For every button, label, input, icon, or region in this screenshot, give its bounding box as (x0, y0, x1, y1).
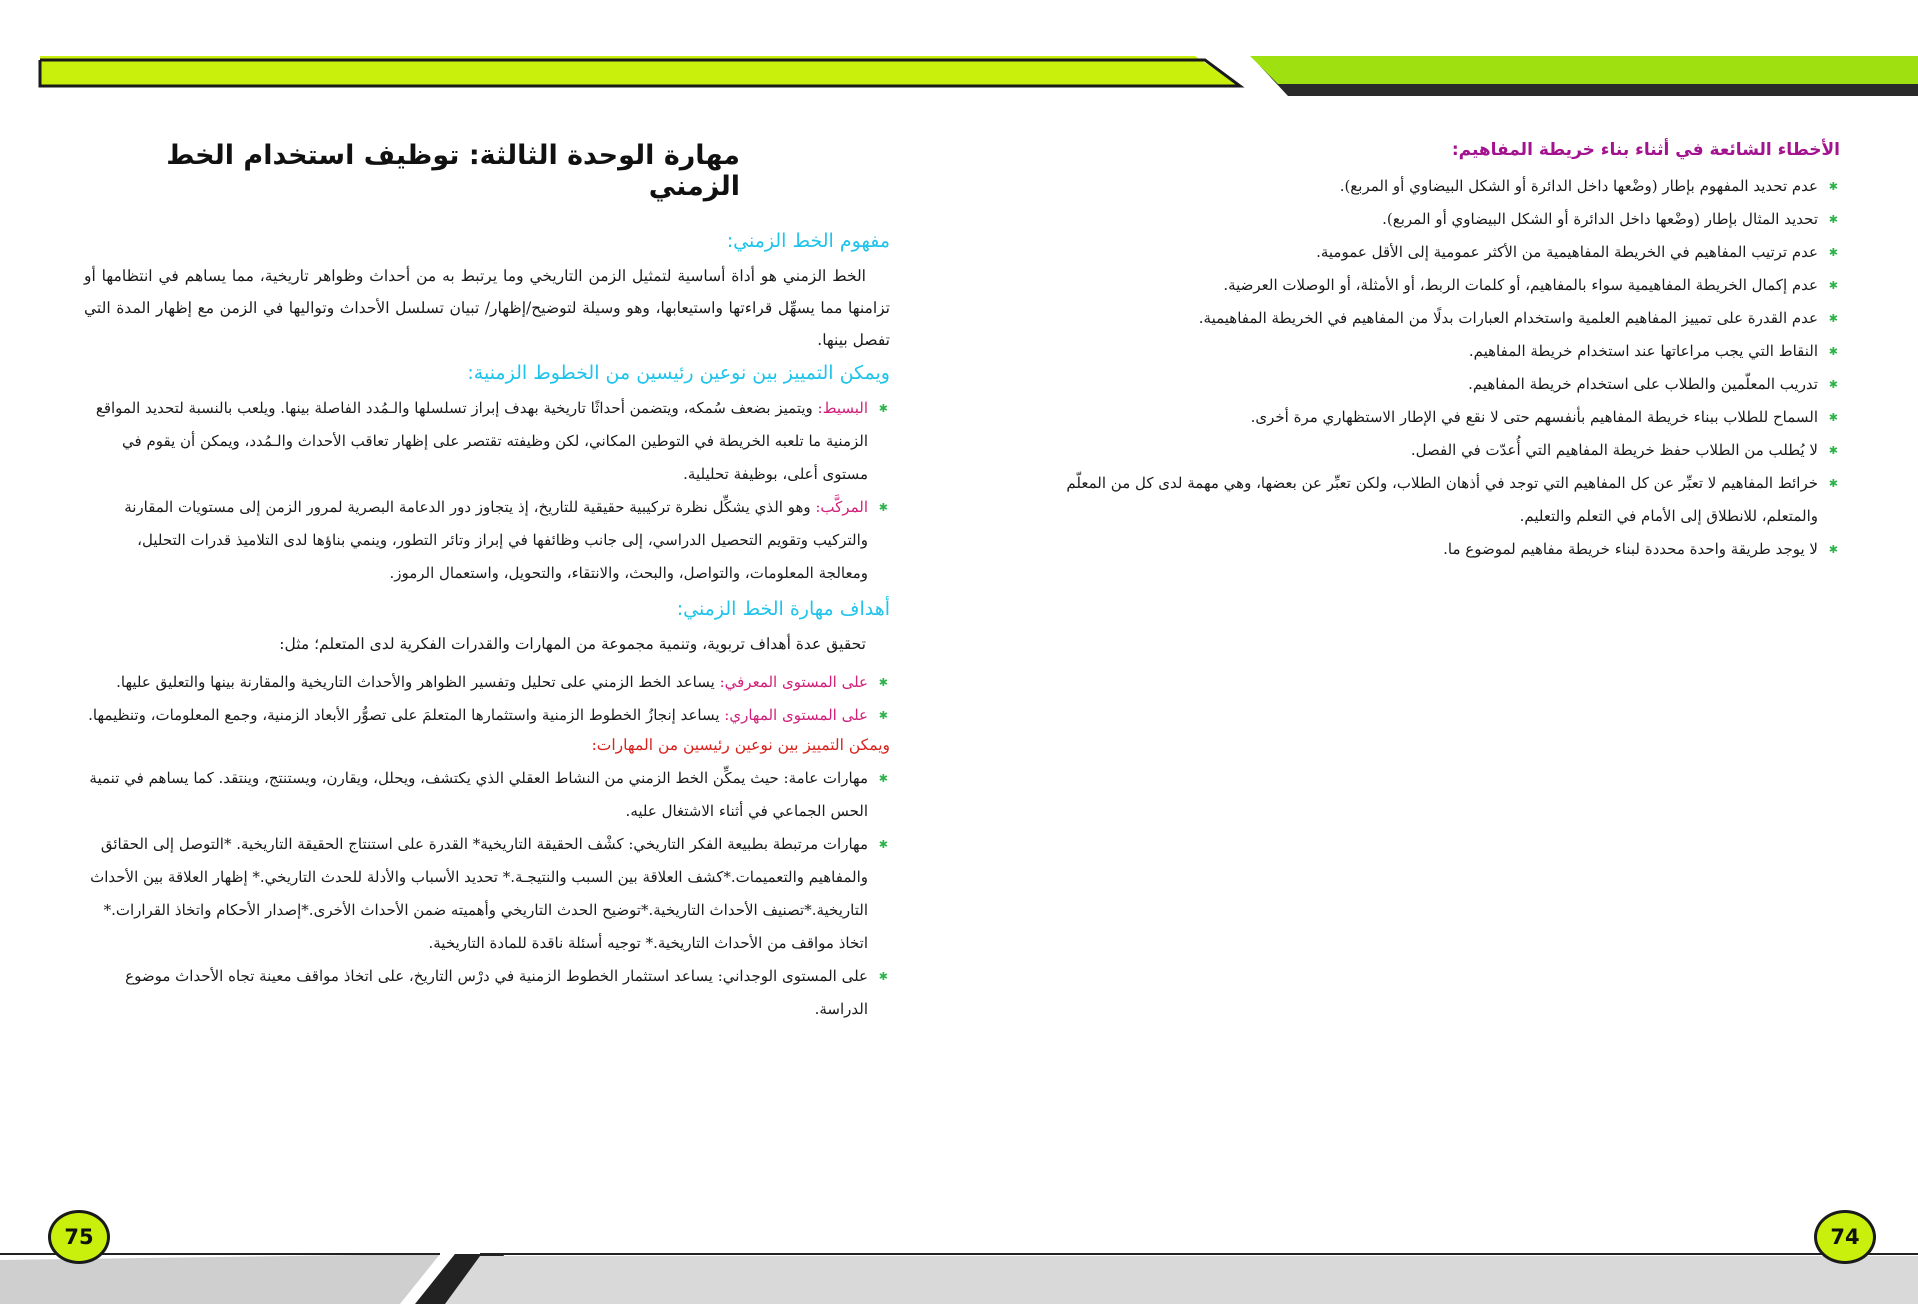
page-74 (1025, 140, 1840, 566)
list-item: ✱ على المستوى الوجداني: يساعد استثمار الخطوط الزمنية في درْس التاريخ، على اتخاذ مواقف معينة تجاه الأحداث موضوع الدراسة. (84, 960, 890, 1026)
type-label: المركَّب: (815, 498, 868, 516)
page-title: مهارة الوحدة الثالثة: توظيف استخدام الخط الزمني (166, 140, 740, 202)
mistakes-list (1025, 170, 1840, 566)
concept-paragraph: الخط الزمني هو أداة أساسية لتمثيل الزمن التاريخي وما يرتبط به من أحداث وظواهر تاريخية، مما يساهم في انتظامها أو تزامنها مما يسهِّل قراءتها واستيعابها، وهو وسيلة لتوضيح/إظهار/ تبيان تسلسل الأحداث وتواليها في الزمن مع إظهار المدة التي تفصل بينها. (84, 267, 890, 349)
list-item: ✱ عدم إكمال الخريطة المفاهيمية سواء بالمفاهيم، أو كلمات الربط، أو الأمثلة، أو الوصلات العرضية. (1025, 269, 1840, 302)
star-bullet-icon: ✱ (1828, 279, 1838, 292)
skills-heading: ويمكن التمييز بين نوعين رئيسين من المهارات: (591, 736, 890, 754)
star-bullet-icon: ✱ (1828, 543, 1838, 556)
star-bullet-icon: ✱ (878, 838, 888, 851)
list-item: ✱ المركَّب: وهو الذي يشكِّل نظرة تركيبية حقيقية للتاريخ، إذ يتجاوز دور الدعامة البصرية لمرور الزمن إلى مستويات المقارنة والتركيب وتقويم التحصيل الدراسي، إلى جانب وظائفها في إبراز وتائر التطور، وينمي بناؤها لدى التلاميذ قدرات التحليل، ومعالجة المعلومات، والتواصل، والبحث، والانتقاء، والتحويل، واستعمال الرموز. (84, 491, 890, 590)
star-bullet-icon: ✱ (1828, 444, 1838, 457)
list-item: ✱ تدريب المعلّمين والطلاب على استخدام خريطة المفاهيم. (1025, 368, 1840, 401)
type-label: البسيط: (817, 399, 868, 417)
star-bullet-icon: ✱ (878, 676, 888, 689)
list-item: ✱ تحديد المثال بإطار (وضْعها داخل الدائرة أو الشكل البيضاوي أو المربع). (1025, 203, 1840, 236)
bottom-banner (0, 1240, 1918, 1304)
star-bullet-icon: ✱ (878, 402, 888, 415)
goals-list (84, 666, 890, 732)
goals-intro: تحقيق عدة أهداف تربوية، وتنمية مجموعة من المهارات والقدرات الفكرية لدى المتعلم؛ مثل: (279, 635, 866, 653)
goal-label: على المستوى المعرفي: (719, 673, 868, 691)
page-number-right: 74 (1814, 1210, 1876, 1264)
list-item: ✱ البسيط: ويتميز بضعف سُمكه، ويتضمن أحداثًا تاريخية بهدف إبراز تسلسلها والـمُدد الفاصلة بينها. ويلعب بالنسبة لتحديد المواقع الزمنية ما تلعبه الخريطة في التوطين المكاني، لكن وظيفته تقتصر على إظهار تعاقب الأحداث والـمُدد، ويمكن أن يقوم في مستوى أعلى، بوظيفة تحليلية. (84, 392, 890, 491)
list-item: ✱ خرائط المفاهيم لا تعبِّر عن كل المفاهيم التي توجد في أذهان الطلاب، ولكن تعبِّر عن بعضها، وهي مهمة لدى كل من المعلّم والمتعلم، للانطلاق إلى الأمام في التعلم والتعليم. (1025, 467, 1840, 533)
star-bullet-icon: ✱ (1828, 411, 1838, 424)
star-bullet-icon: ✱ (878, 772, 888, 785)
common-mistakes-heading: الأخطاء الشائعة في أثناء بناء خريطة المفاهيم: (1451, 140, 1840, 160)
concept-heading: مفهوم الخط الزمني: (726, 230, 890, 252)
star-bullet-icon: ✱ (1828, 213, 1838, 226)
bottom-bar-right-grey (445, 1256, 1918, 1304)
timeline-types-list (84, 392, 890, 590)
star-bullet-icon: ✱ (1828, 246, 1838, 259)
list-item: ✱ السماح للطلاب ببناء خريطة المفاهيم بأنفسهم حتى لا نقع في الإطار الاستظهاري مرة أخرى. (1025, 401, 1840, 434)
types-heading: ويمكن التمييز بين نوعين رئيسين من الخطوط الزمنية: (467, 362, 890, 384)
list-item: ✱ لا يُطلب من الطلاب حفظ خريطة المفاهيم التي أُعدّت في الفصل. (1025, 434, 1840, 467)
top-bar-right (1250, 56, 1918, 84)
top-banner (0, 0, 1918, 100)
list-item: ✱ عدم ترتيب المفاهيم في الخريطة المفاهيمية من الأكثر عمومية إلى الأقل عمومية. (1025, 236, 1840, 269)
list-item: ✱ على المستوى المهاري: يساعد إنجازُ الخطوط الزمنية واستثمارها المتعلمَ على تصوُّر الأبعاد الزمنية، وجمع المعلومات، وتنظيمها. (84, 699, 890, 732)
list-item: ✱ عدم تحديد المفهوم بإطار (وضْعها داخل الدائرة أو الشكل البيضاوي أو المربع). (1025, 170, 1840, 203)
goal-label: على المستوى المهاري: (724, 706, 868, 724)
list-item: ✱ لا يوجد طريقة واحدة محددة لبناء خريطة مفاهيم لموضوع ما. (1025, 533, 1840, 566)
goals-heading: أهداف مهارة الخط الزمني: (676, 598, 890, 620)
list-item: ✱ مهارات عامة: حيث يمكِّن الخط الزمني من النشاط العقلي الذي يكتشف، ويحلل، ويقارن، ويستنتج، وينتقد. كما يساهم في تنمية الحس الجماعي في أثناء الاشتغال عليه. (84, 762, 890, 828)
list-item: ✱ عدم القدرة على تمييز المفاهيم العلمية واستخدام العبارات بدلًا من المفاهيم في الخريطة المفاهيمية. (1025, 302, 1840, 335)
skills-list (84, 762, 890, 1026)
page-75 (84, 140, 890, 1026)
star-bullet-icon: ✱ (878, 970, 888, 983)
star-bullet-icon: ✱ (1828, 312, 1838, 325)
star-bullet-icon: ✱ (878, 709, 888, 722)
star-bullet-icon: ✱ (878, 501, 888, 514)
star-bullet-icon: ✱ (1828, 477, 1838, 490)
list-item: ✱ النقاط التي يجب مراعاتها عند استخدام خريطة المفاهيم. (1025, 335, 1840, 368)
list-item: ✱ على المستوى المعرفي: يساعد الخط الزمني على تحليل وتفسير الظواهر والأحداث التاريخية والمقارنة بينها والتعليق عليها. (84, 666, 890, 699)
page-number-left: 75 (48, 1210, 110, 1264)
star-bullet-icon: ✱ (1828, 345, 1838, 358)
star-bullet-icon: ✱ (1828, 180, 1838, 193)
list-item: ✱ مهارات مرتبطة بطبيعة الفكر التاريخي: كشْف الحقيقة التاريخية* القدرة على استنتاج الحقيقة التاريخية. *التوصل إلى الحقائق والمفاهيم والتعميمات.*كشف العلاقة بين السبب والنتيجـة.* تحديد الأسباب والأدلة للحدث التاريخي.* إظهار العلاقة بين الأحداث التاريخية.*تصنيف الأحداث التاريخية.*توضيح الحدث التاريخي وأهميته ضمن الأحداث الأخرى.*إصدار الأحكام واتخاذ القرارات.* اتخاذ مواقف من الأحداث التاريخية.* توجيه أسئلة ناقدة للمادة التاريخية. (84, 828, 890, 960)
star-bullet-icon: ✱ (1828, 378, 1838, 391)
